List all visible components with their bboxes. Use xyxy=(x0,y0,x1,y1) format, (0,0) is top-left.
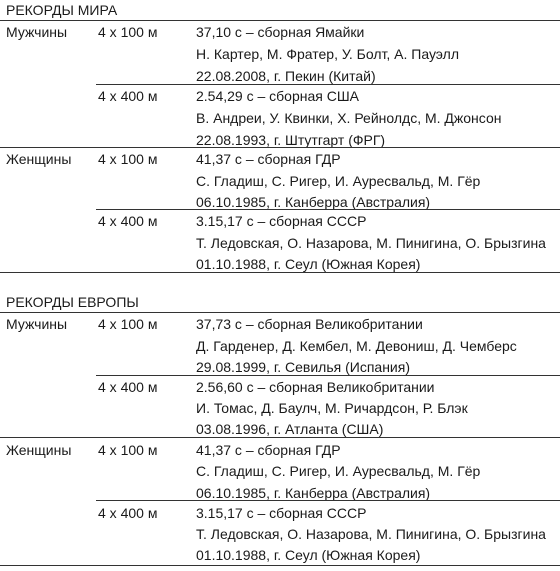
group-divider xyxy=(0,437,560,438)
gender-label: Женщины xyxy=(6,151,72,167)
record-date-place: 01.10.1988, г. Сеул (Южная Корея) xyxy=(196,547,421,563)
record-date-place: 06.10.1985, г. Канберра (Австралия) xyxy=(196,194,431,210)
distance-label: 4 x 400 м xyxy=(98,213,158,229)
record-team: Т. Ледовская, О. Назарова, М. Пинигина, О. Брызгина xyxy=(196,235,546,251)
record-date-place: 03.08.1996, г. Атланта (США) xyxy=(196,421,384,437)
record-date-place: 06.10.1985, г. Канберра (Австралия) xyxy=(196,485,431,501)
distance-label: 4 x 400 м xyxy=(98,505,158,521)
gender-label: Мужчины xyxy=(6,316,68,332)
record-result: 2.56,60 с – сборная Великобритании xyxy=(196,379,435,395)
record-team: В. Андреи, У. Квинки, Х. Рейнолдс, М. Джонсон xyxy=(196,110,502,126)
section-bottom-divider xyxy=(0,272,560,273)
record-team: И. Томас, Д. Баулч, М. Ричардсон, Р. Блэк xyxy=(196,400,468,416)
record-result: 3.15,17 с – сборная СССР xyxy=(196,213,367,229)
section-title: РЕКОРДЫ МИРА xyxy=(6,2,118,18)
distance-label: 4 x 100 м xyxy=(98,442,158,458)
header-divider xyxy=(0,312,560,313)
record-date-place: 29.08.1999, г. Севилья (Испания) xyxy=(196,359,410,375)
record-team: Н. Картер, М. Фратер, У. Болт, А. Пауэлл xyxy=(196,46,459,62)
row-divider xyxy=(96,209,560,210)
distance-label: 4 x 100 м xyxy=(98,316,158,332)
section-title: РЕКОРДЫ ЕВРОПЫ xyxy=(6,294,139,310)
record-team: С. Гладиш, С. Ригер, И. Ауресвальд, М. Гёр xyxy=(196,173,481,189)
record-result: 3.15,17 с – сборная СССР xyxy=(196,505,367,521)
record-team: Д. Гарденер, Д. Кембел, М. Девониш, Д. Чемберс xyxy=(196,338,517,354)
record-date-place: 22.08.2008, г. Пекин (Китай) xyxy=(196,68,376,84)
distance-label: 4 x 100 м xyxy=(98,151,158,167)
record-result: 41,37 с – сборная ГДР xyxy=(196,151,341,167)
distance-label: 4 x 400 м xyxy=(98,88,158,104)
record-team: Т. Ледовская, О. Назарова, М. Пинигина, О. Брызгина xyxy=(196,526,546,542)
section-bottom-divider xyxy=(0,565,560,566)
record-date-place: 01.10.1988, г. Сеул (Южная Корея) xyxy=(196,256,421,272)
row-divider xyxy=(96,375,560,376)
record-result: 37,10 с – сборная Ямайки xyxy=(196,24,365,40)
row-divider xyxy=(96,500,560,501)
record-team: С. Гладиш, С. Ригер, И. Ауресвальд, М. Гёр xyxy=(196,463,481,479)
group-divider xyxy=(0,147,560,148)
record-result: 2.54,29 с – сборная США xyxy=(196,88,360,104)
header-divider xyxy=(0,20,560,21)
record-result: 41,37 с – сборная ГДР xyxy=(196,442,341,458)
gender-label: Женщины xyxy=(6,442,72,458)
record-date-place: 22.08.1993, г. Штутгарт (ФРГ) xyxy=(196,132,386,148)
record-result: 37,73 с – сборная Великобритании xyxy=(196,316,423,332)
gender-label: Мужчины xyxy=(6,24,68,40)
distance-label: 4 x 100 м xyxy=(98,24,158,40)
row-divider xyxy=(96,84,560,85)
distance-label: 4 x 400 м xyxy=(98,379,158,395)
